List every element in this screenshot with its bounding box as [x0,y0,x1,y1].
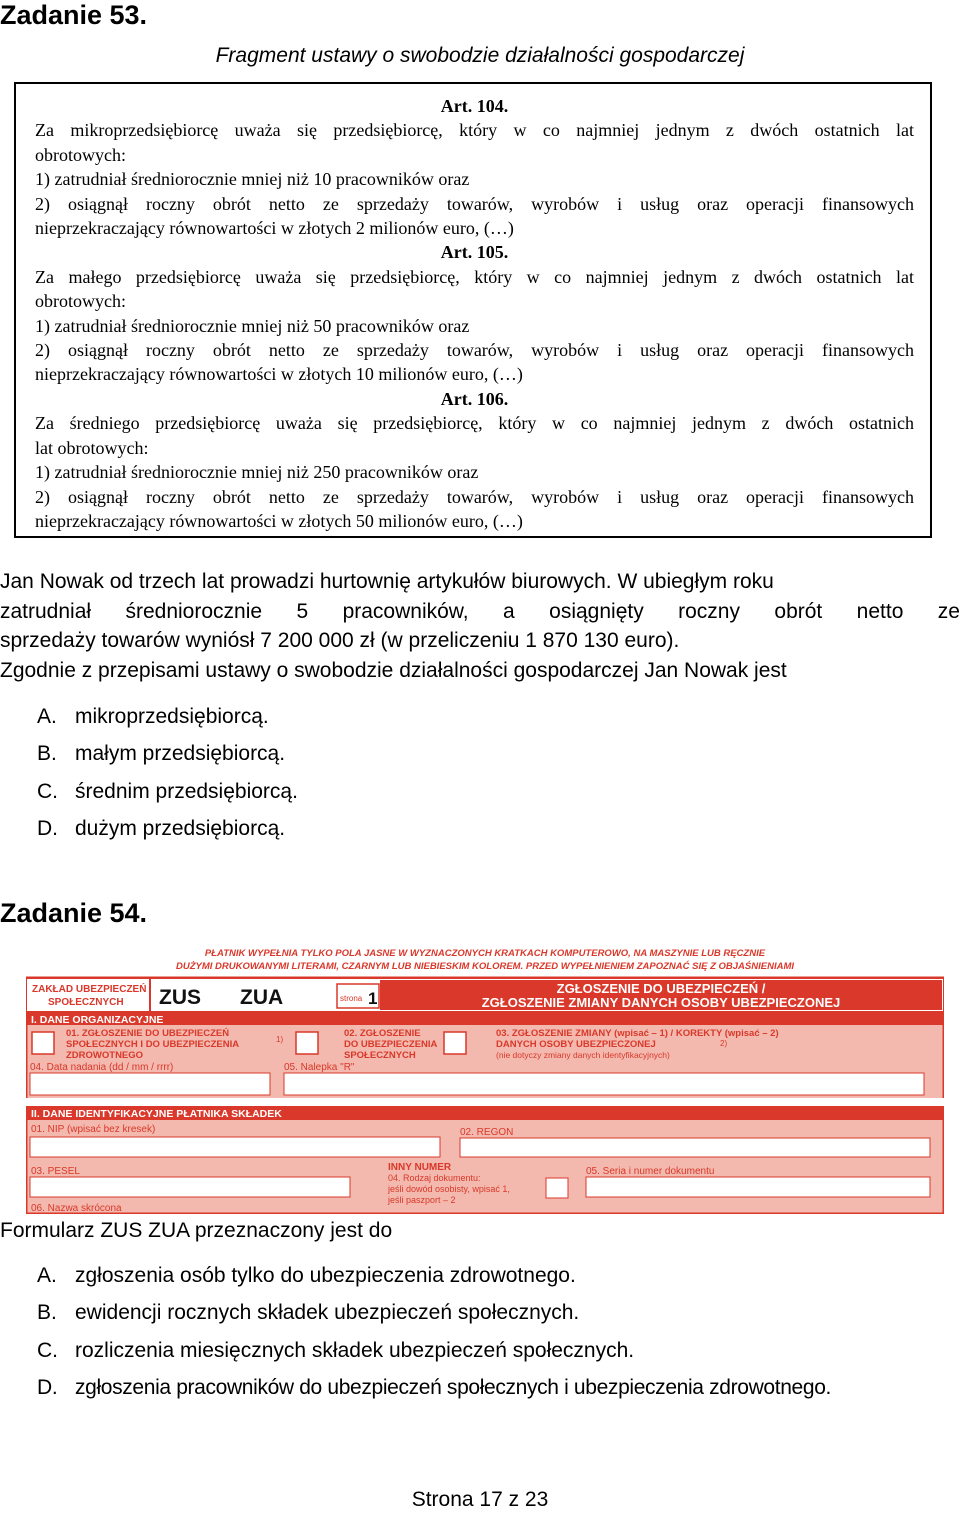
answer-option-d[interactable] [37,1369,831,1406]
field-03-label: (nie dotyczy zmiany danych identyfikacyjnych) [496,1050,670,1060]
other-number-label: jeśli paszport – 2 [388,1195,456,1205]
field-02-label: 02. ZGŁOSZENIE [344,1028,421,1039]
option-text: średnim przedsiębiorcą. [75,779,298,803]
other-number-label: 04. Rodzaj dokumentu: [388,1173,481,1183]
art-105-item2-cont: nieprzekraczający równowartości w złotych 10 milionów euro, (…) [35,364,523,385]
sticker-field [284,1073,924,1095]
pesel-label: 03. PESEL [31,1166,80,1177]
institution-name: SPOŁECZNYCH [48,997,124,1008]
form-code-zus: ZUS [159,986,201,1009]
pesel-field [30,1177,350,1197]
section-2-title: II. DANE IDENTYFIKACYJNE PŁATNIKA SKŁADEK [31,1108,282,1120]
field-02-label: SPOŁECZNYCH [344,1050,416,1061]
option-letter: D. [37,1376,58,1400]
task53-heading: Zadanie 53. [0,0,148,30]
other-number-label: INNY NUMER [388,1162,452,1173]
task53-options [37,698,298,848]
art-106-title: Art. 106. [440,388,509,409]
field-01-label: 01. ZGŁOSZENIE DO UBEZPIECZEŃ [66,1028,230,1039]
law-excerpt-box [14,82,932,538]
answer-option-a[interactable] [37,1257,831,1294]
task53-question [0,567,960,685]
task54-options [37,1257,831,1407]
option-text: zgłoszenia osób tylko do ubezpieczenia zdrowotnego. [75,1264,576,1287]
document-type-field [546,1178,568,1198]
section-1-title: I. DANE ORGANIZACYJNE [31,1014,164,1026]
form-title: ZGŁOSZENIE DO UBEZPIECZEŃ / [556,981,766,996]
law-title: Fragment ustawy o swobodzie działalności gospodarczej [215,44,745,67]
question-line: Zgodnie z przepisami ustawy o swobodzie działalności gospodarczej Jan Nowak jest [0,658,787,682]
nip-label: 01. NIP (wpisać bez kresek) [31,1124,156,1135]
art-105-title: Art. 105. [440,242,509,263]
task54-question [0,1216,960,1246]
answer-option-a[interactable] [37,698,298,735]
answer-option-d[interactable] [37,810,298,847]
option-text: mikroprzedsiębiorcą. [75,705,269,728]
checkbox-03 [444,1032,466,1054]
option-letter: A. [37,705,57,728]
short-name-label: 06. Nazwa skrócona [31,1203,122,1214]
art-105-intro-cont: obrotowych: [35,291,126,312]
answer-option-c[interactable] [37,773,298,810]
other-number-label: jeśli dowód osobisty, wpisać 1, [388,1184,510,1194]
answer-option-b[interactable] [37,1294,831,1331]
page-label: strona [340,994,363,1003]
field-01-label: SPOŁECZNYCH I DO UBEZPIECZENIA [66,1039,240,1050]
art-104-item2: 2) osiągnął roczny obrót netto ze sprzedaży towarów, wyrobów i usług oraz operacji finansowych [35,193,914,214]
question-line: sprzedaży towarów wyniósł 7 200 000 zł (w przeliczeniu 1 870 130 euro). [0,629,680,652]
art-105-intro: Za małego przedsiębiorcę uważa się przedsiębiorcę, który w co najmniej jednym z dwóch ostatnich lat [35,266,914,287]
field-02-label: DO UBEZPIECZENIA [344,1039,438,1050]
page-number: 1 [368,989,378,1008]
option-text: zgłoszenia pracowników do ubezpieczeń społecznych i ubezpieczenia zdrowotnego. [75,1376,832,1400]
regon-label: 02. REGON [460,1127,514,1138]
art-104-title: Art. 104. [440,96,509,116]
field-03-label: 03. ZGŁOSZENIE ZMIANY (wpisać – 1) / KOREKTY (wpisać – 2) [496,1028,779,1039]
art-104-intro: Za mikroprzedsiębiorcę uważa się przedsiębiorcę, który w co najmniej jednym z dwóch ostatnich lat [35,120,914,141]
checkbox-01 [32,1032,54,1054]
regon-field [460,1138,930,1157]
document-number-field [586,1177,930,1197]
page-footer: Strona 17 z 23 [411,1488,549,1511]
field-03-footnote: 2) [720,1039,728,1048]
zus-zua-form-image [26,946,944,1214]
option-text: małym przedsiębiorcą. [75,742,286,766]
option-letter: B. [37,742,57,766]
form-title: ZGŁOSZENIE ZMIANY DANYCH OSOBY UBEZPIECZONEJ [481,995,841,1010]
field-05-label: 05. Nalepka "R" [284,1062,355,1073]
option-letter: C. [37,1338,58,1362]
art-105-item1: 1) zatrudniał średniorocznie mniej niż 50 pracowników oraz [35,315,470,336]
form-instruction: DUŻYMI DRUKOWANYMI LITERAMI, CZARNYM LUB NIEBIESKIM KOLOREM. PRZED WYPEŁNIENIEM ZAPOZNAĆ SIĘ Z OBJAŚNIENIAMI [175,961,795,972]
date-field [30,1073,270,1095]
question-line: Formularz ZUS ZUA przeznaczony jest do [0,1219,393,1242]
art-106-intro: Za średniego przedsiębiorcę uważa się przedsiębiorcę, który w co najmniej jednym z dwóch ostatnich [35,413,914,434]
checkbox-02 [296,1032,318,1054]
field-04-label: 04. Data nadania (dd / mm / rrrr) [30,1062,174,1073]
document-number-label: 05. Seria i numer dokumentu [586,1166,715,1177]
field-03-label: DANYCH OSOBY UBEZPIECZONEJ [496,1039,656,1050]
question-line: zatrudniał średniorocznie 5 pracowników, a osiągnięty roczny obrót netto ze [0,599,960,623]
option-letter: B. [37,1301,57,1325]
option-letter: A. [37,1264,57,1287]
question-line: Jan Nowak od trzech lat prowadzi hurtownię artykułów biurowych. W ubiegłym roku [0,570,774,593]
option-letter: D. [37,817,58,841]
task54-heading: Zadanie 54. [0,898,148,928]
art-106-item1: 1) zatrudniał średniorocznie mniej niż 250 pracowników oraz [35,462,479,483]
form-instruction: PŁATNIK WYPEŁNIA TYLKO POLA JASNE W WYZNACZONYCH KRATKACH KOMPUTEROWO, NA MASZYNIE LUB RĘCZNIE [204,948,766,959]
form-code-zua: ZUA [240,986,284,1009]
answer-option-c[interactable] [37,1332,831,1369]
art-105-item2: 2) osiągnął roczny obrót netto ze sprzedaży towarów, wyrobów i usług oraz operacji finansowych [35,340,914,361]
art-104-item1: 1) zatrudniał średniorocznie mniej niż 10 pracowników oraz [35,169,470,190]
answer-option-b[interactable] [37,735,298,772]
art-104-item2-cont: nieprzekraczający równowartości w złotych 2 milionów euro, (…) [35,218,514,239]
nip-field [30,1137,440,1157]
art-106-item2-cont: nieprzekraczający równowartości w złotych 50 milionów euro, (…) [35,510,523,531]
institution-name: ZAKŁAD UBEZPIECZEŃ [32,984,147,995]
option-text: ewidencji rocznych składek ubezpieczeń społecznych. [75,1301,580,1325]
field-01-footnote: 1) [276,1035,284,1044]
art-106-item2: 2) osiągnął roczny obrót netto ze sprzedaży towarów, wyrobów i usług oraz operacji finansowych [35,486,914,507]
option-text: rozliczenia miesięcznych składek ubezpieczeń społecznych. [75,1338,635,1362]
option-letter: C. [37,779,58,803]
option-text: dużym przedsiębiorcą. [75,817,286,841]
art-106-intro-cont: lat obrotowych: [35,437,149,458]
field-01-label: ZDROWOTNEGO [66,1050,144,1061]
art-104-intro-cont: obrotowych: [35,144,126,165]
